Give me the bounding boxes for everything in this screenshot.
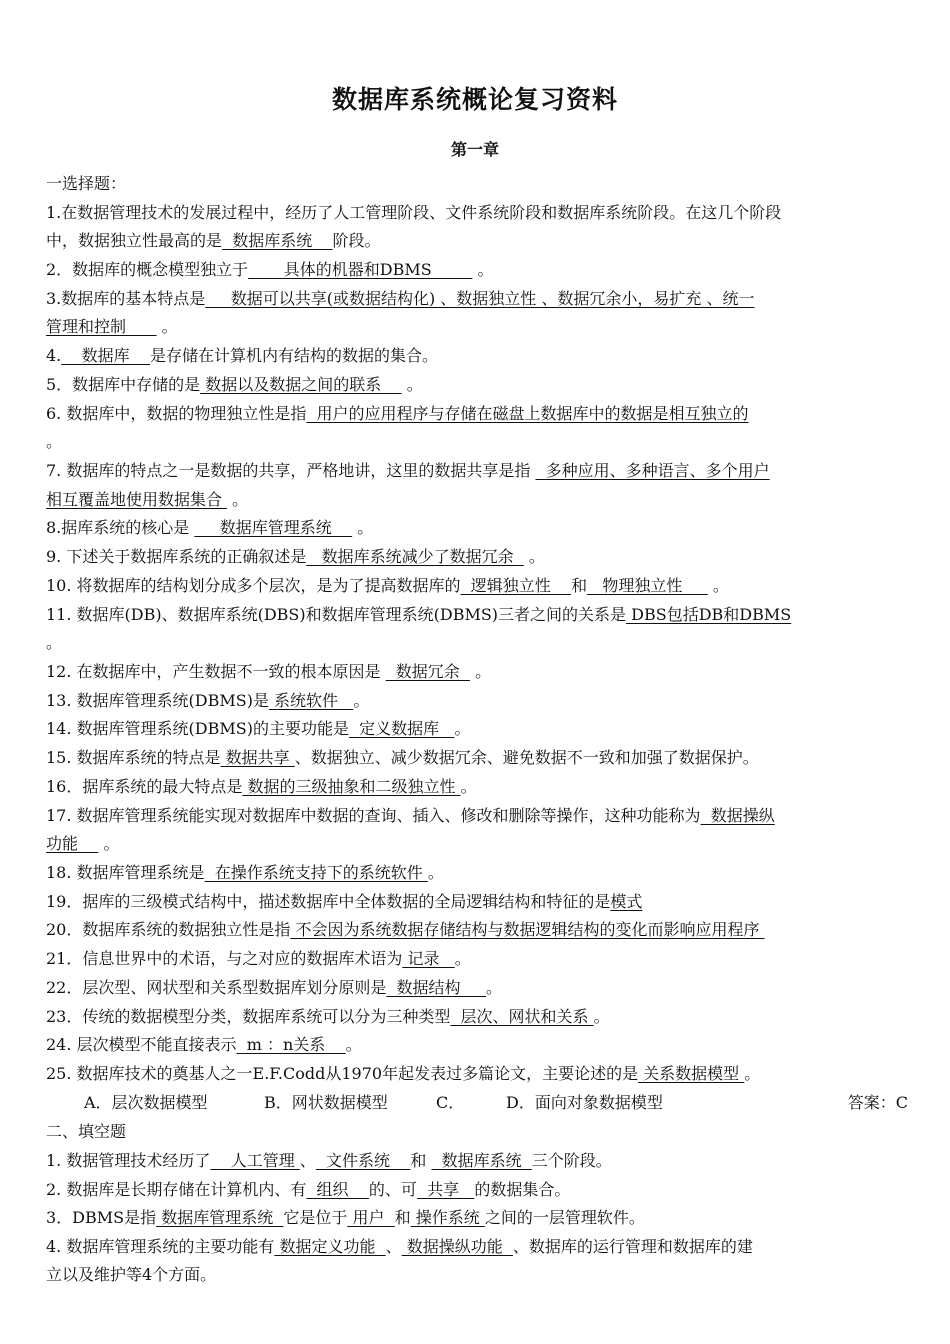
answer-blank: 数据共享 [220, 748, 295, 767]
answer-blank: 数据库系统减少了数据冗余 [306, 547, 524, 566]
question-14: 14. 数据库管理系统(DBMS)的主要功能是 定义数据库 。 [46, 719, 471, 738]
question-7-line-2: 相互覆盖地使用数据集合 。 [46, 490, 249, 509]
answer-blank: 定义数据库 [348, 719, 455, 738]
answer-blank: 关系数据模型 [638, 1064, 745, 1083]
answer-blank: 模式 [610, 892, 643, 911]
answer-blank: 数据库系统 [431, 1151, 532, 1170]
document-title: 数据库系统概论复习资料 [331, 85, 618, 114]
answer-blank: 数据以及数据之间的联系 [200, 375, 402, 394]
fill-4-line-2: 立以及维护等4个方面。 [46, 1265, 217, 1284]
question-25-options [84, 1093, 908, 1113]
answer-blank: 不会因为系统数据存储结构与数据逻辑结构的变化而影响应用程序 [290, 920, 765, 939]
question-11-line-2: 。 [46, 633, 63, 652]
answer-blank: 数据结构 [386, 978, 486, 997]
answer-blank: 人工管理 [210, 1151, 300, 1170]
question-20: 20．数据库系统的数据独立性是指 不会因为系统数据存储结构与数据逻辑结构的变化而影响应用程序 [46, 920, 765, 939]
answer-blank: 数据库管理系统 [194, 518, 353, 537]
question-3-line-1: 3.数据库的基本特点是 数据可以共享(或数据结构化) 、数据独立性 、数据冗余小，易扩充 、统一 [46, 289, 755, 308]
answer-blank: 系统软件 [268, 691, 354, 710]
question-10: 10. 将数据库的结构划分成多个层次，是为了提高数据库的 逻辑独立性 和 物理独立性 。 [46, 576, 729, 595]
answer-blank: 层次、网状和关系 [450, 1007, 594, 1026]
option-b: B．网状数据模型 [264, 1093, 388, 1112]
question-1-line-2: 中，数据独立性最高的是 数据库系统 阶段。 [46, 231, 381, 250]
question-1-line-1: 1.在数据管理技术的发展过程中，经历了人工管理阶段、文件系统阶段和数据库系统阶段。在这几个阶段 [46, 203, 782, 222]
question-6-line-2: 。 [46, 432, 63, 451]
answer-blank: 操作系统 [410, 1208, 485, 1227]
fill-2: 2. 数据库是长期存储在计算机内、有 组织 的、可 共享 的数据集合。 [46, 1180, 571, 1199]
answer-blank: 具体的机器和DBMS [248, 260, 473, 279]
question-7-line-1: 7. 数据库的特点之一是数据的共享，严格地讲，这里的数据共享是指 多种应用、多种语言、多个用户 [46, 461, 770, 480]
option-a: A．层次数据模型 [84, 1093, 208, 1112]
question-22: 22．层次型、网状型和关系型数据库划分原则是 数据结构 。 [46, 978, 502, 997]
question-4: 4. 数据库 是存储在计算机内有结构的数据的集合。 [46, 346, 438, 365]
answer-blank: 用户的应用程序与存储在磁盘上数据库中的数据是相互独立的 [306, 404, 749, 423]
section-heading-choice: 一选择题： [46, 174, 127, 193]
answer-blank: 相互覆盖地使用数据集合 [46, 490, 228, 509]
question-18: 18. 数据库管理系统是 在操作系统支持下的系统软件 。 [46, 863, 444, 882]
answer-blank: 记录 [402, 949, 455, 968]
chapter-heading: 第一章 [450, 140, 499, 159]
answer-blank: 数据库 [61, 346, 150, 365]
answer-blank: 数据定义功能 [274, 1237, 386, 1256]
question-6-line-1: 6. 数据库中，数据的物理独立性是指 用户的应用程序与存储在磁盘上数据库中的数据是相互独立的 [46, 404, 749, 423]
question-23: 23．传统的数据模型分类，数据库系统可以分为三种类型 层次、网状和关系 。 [46, 1007, 610, 1026]
answer-blank: 管理和控制 [46, 317, 157, 336]
answer-blank: 功能 [46, 834, 99, 853]
section-heading-fill: 二、填空题 [46, 1122, 127, 1141]
question-17-line-2: 功能 。 [46, 834, 120, 853]
question-9: 9. 下述关于数据库系统的正确叙述是 数据库系统减少了数据冗余 。 [46, 547, 545, 566]
answer-blank: 逻辑独立性 [460, 576, 572, 595]
question-12: 12. 在数据库中，产生数据不一致的根本原因是 数据冗余 。 [46, 662, 492, 681]
answer-blank: 数据的三级抽象和二级独立性 [242, 777, 461, 796]
answer-blank: 数据库管理系统 [156, 1208, 284, 1227]
fill-3: 3．DBMS是指 数据库管理系统 它是位于 用户 和 操作系统 之间的一层管理软件。 [46, 1208, 645, 1227]
fill-1: 1. 数据管理技术经历了 人工管理 、 文件系统 和 数据库系统 三个阶段。 [46, 1151, 612, 1170]
answer-blank: 数据操纵功能 [401, 1237, 513, 1256]
answer-blank: 用户 [347, 1208, 395, 1227]
answer-blank: 物理独立性 [587, 576, 708, 595]
answer-blank: 多种应用、多种语言、多个用户 [535, 461, 770, 480]
question-5: 5．数据库中存储的是 数据以及数据之间的联系 。 [46, 375, 423, 394]
question-16: 16．据库系统的最大特点是 数据的三级抽象和二级独立性 。 [46, 777, 477, 796]
question-24: 24. 层次模型不能直接表示 m ：n关系 。 [46, 1035, 362, 1054]
option-d: D．面向对象数据模型 [506, 1093, 663, 1112]
question-13: 13. 数据库管理系统(DBMS)是 系统软件 。 [46, 691, 370, 710]
answer-blank: 数据库系统 [222, 231, 333, 250]
question-21: 21．信息世界中的术语，与之对应的数据库术语为 记录 。 [46, 949, 471, 968]
question-25: 25. 数据库技术的奠基人之一E.F.Codd从1970年起发表过多篇论文，主要论述的是 关系数据模型 。 [46, 1064, 761, 1083]
question-19: 19．据库的三级模式结构中，描述数据库中全体数据的全局逻辑结构和特征的是模式 [46, 892, 643, 911]
question-17-line-1: 17. 数据库管理系统能实现对数据库中数据的查询、插入、修改和删除等操作，这种功能称为 数据操纵 [46, 806, 775, 825]
question-3-line-2: 管理和控制 。 [46, 317, 178, 336]
answer-blank: 组织 [306, 1180, 369, 1199]
answer-blank: 文件系统 [315, 1151, 411, 1170]
answer-blank: 数据操纵 [700, 806, 775, 825]
answer-blank: 数据冗余 [385, 662, 470, 681]
answer-key: 答案：C [847, 1093, 908, 1112]
answer-blank: m ：n关系 [236, 1035, 346, 1054]
answer-blank: 共享 [416, 1180, 475, 1199]
question-2: 2．数据库的概念模型独立于 具体的机器和DBMS 。 [46, 260, 494, 279]
answer-blank: 在操作系统支持下的系统软件 [204, 863, 428, 882]
question-11-line-1: 11. 数据库(DB)、数据库系统(DBS)和数据库管理系统(DBMS)三者之间的关系是 DBS包括DB和DBMS [46, 605, 792, 624]
option-c: C． [436, 1093, 465, 1112]
question-15: 15. 数据库系统的特点是 数据共享 、数据独立、减少数据冗余、避免数据不一致和加强了数据保护。 [46, 748, 759, 767]
answer-blank: 数据可以共享(或数据结构化) 、数据独立性 、数据冗余小，易扩充 、统一 [205, 289, 755, 308]
fill-4-line-1: 4. 数据库管理系统的主要功能有 数据定义功能 、 数据操纵功能 、数据库的运行管理和数据库的建 [46, 1237, 753, 1256]
answer-blank: DBS包括DB和DBMS [626, 605, 792, 624]
question-8: 8.据库系统的核心是 数据库管理系统 。 [46, 518, 374, 537]
